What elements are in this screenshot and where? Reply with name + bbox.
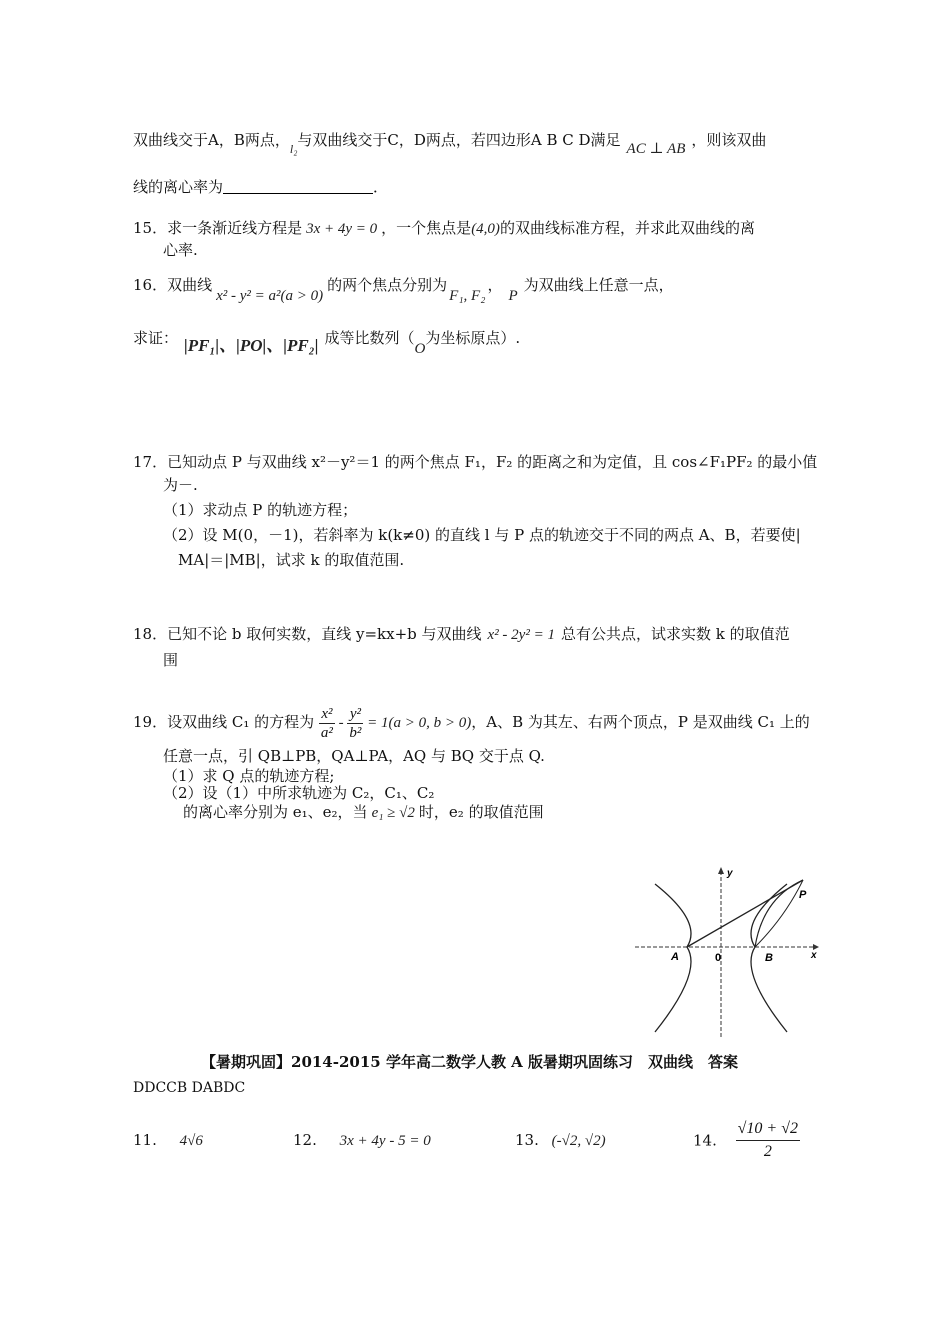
q14-line2 — [133, 177, 388, 197]
answer-13 — [515, 1130, 606, 1151]
q18-text-a: 18．已知不论 b 取何实数，直线 y=kx+b 与双曲线 — [133, 625, 482, 643]
q19-frac-x — [319, 705, 335, 742]
answer-11 — [133, 1130, 203, 1151]
answer-13-number: 13. — [515, 1131, 539, 1149]
a-label: A — [671, 951, 679, 963]
q19-line2: 任意一点，引 QB⊥PB，QA⊥PA，AQ 与 BQ 交于点 Q. — [163, 747, 545, 765]
q19-text-c: 的离心率分别为 e₁、e₂，当 — [183, 803, 368, 821]
q17-line2: 为－. — [163, 476, 198, 494]
q14-line1 — [133, 130, 767, 157]
q17-line5: MA|＝|MB|，试求 k 的取值范围. — [178, 551, 405, 569]
q19-frac-x-den: a² — [320, 724, 333, 741]
answer-14-number: 14. — [693, 1131, 717, 1150]
q15-text-c: 的双曲线标准方程，并求此双曲线的离 — [499, 219, 755, 237]
q16-origin: O — [414, 341, 426, 357]
q16-text-a: 双曲线 — [167, 276, 213, 294]
q16-line2 — [133, 328, 521, 357]
q19-eq-rest: = 1(a > 0, b > 0) — [363, 715, 472, 731]
hyperbola-figure — [635, 862, 825, 1042]
x-axis-label: x — [811, 950, 817, 961]
q14-line2-end: ． — [373, 178, 389, 196]
q19-condition: e₁ ≥ √2 — [371, 805, 415, 821]
q14-text-b: 与双曲线交于C，D两点，若四边形A B C D满足 — [297, 131, 621, 149]
q17-line1: 17．已知动点 P 与双曲线 x²－y²＝1 的两个焦点 F₁，F₂ 的距离之和为定值，且 cos∠F₁PF₂ 的最小值 — [133, 453, 818, 471]
answer-13-value: (-√2, √2) — [551, 1133, 606, 1149]
q19-line5 — [183, 802, 544, 823]
q16-comma: ， — [487, 276, 503, 294]
origin-label: 0 — [715, 952, 722, 964]
q19-frac-y-den: b² — [349, 724, 362, 741]
q17-line4: （2）设 M(0，－1)，若斜率为 k(k≠0) 的直线 l 与 P 点的轨迹交于不同的两点 A、B，若要使| — [163, 526, 801, 544]
q15-line2: 心率. — [163, 241, 198, 259]
q19-line3: （1）求 Q 点的轨迹方程; — [163, 767, 335, 785]
q16-equation: x² - y² = a²(a > 0) — [216, 288, 324, 304]
q19-frac-y — [347, 705, 363, 742]
answer-12-value: 3x + 4y - 5 = 0 — [339, 1133, 431, 1149]
q16-line1 — [133, 275, 674, 304]
answer-14-denominator: 2 — [763, 1143, 772, 1160]
answer-11-number: 11. — [133, 1131, 157, 1149]
q16-text-b: 的两个焦点分别为 — [327, 276, 448, 294]
q15-text-a: 求一条渐近线方程是 — [167, 219, 303, 237]
q16-abs-values: |PF₁|、|PO|、|PF₂| — [184, 336, 319, 355]
q17-line3: （1）求动点 P 的轨迹方程； — [163, 501, 358, 519]
answer-11-value: 4√6 — [179, 1133, 203, 1149]
q18-equation: x² - 2y² = 1 — [487, 627, 555, 643]
q15-number: 15． — [133, 219, 168, 237]
q14-line2-text: 线的离心率为 — [133, 178, 224, 196]
q18-line2: 围 — [163, 651, 179, 669]
answer-12-number: 12. — [293, 1131, 317, 1149]
q16-number: 16． — [133, 276, 168, 294]
q16-text-c: 为双曲线上任意一点， — [523, 276, 674, 294]
q15-line1 — [133, 218, 755, 239]
q19-line4: （2）设（1）中所求轨迹为 C₂，C₁、C₂ — [163, 784, 435, 802]
answer-14-numerator: √10 + √2 — [736, 1118, 800, 1141]
b-label: B — [765, 952, 773, 964]
q19-line1 — [133, 702, 810, 743]
answer-14 — [693, 1118, 800, 1163]
q16-foci: F₁, F₂ — [449, 288, 486, 304]
q19-text-d: 时，e₂ 的取值范围 — [418, 803, 544, 821]
q15-text-b: ，一个焦点是 — [381, 219, 472, 237]
answer-blank — [223, 179, 373, 194]
q14-condition: AC ⊥ AB — [626, 141, 686, 157]
q19-frac-x-num: x² — [319, 705, 335, 724]
q16-prove: 求证： — [133, 329, 179, 347]
y-axis-label: y — [727, 868, 733, 879]
y-axis-arrow — [718, 867, 724, 874]
q16-text-e: 为坐标原点）. — [425, 329, 521, 347]
q16-p: P — [508, 288, 518, 304]
q19-minus: - — [334, 715, 348, 731]
q19-text-b: ，A、B 为其左、右两个顶点，P 是双曲线 C₁ 上的 — [471, 713, 810, 731]
answer-12 — [293, 1130, 431, 1151]
answer-14-fraction — [736, 1118, 800, 1163]
answers-title: 【暑期巩固】2014-2015 学年高二数学人教 A 版暑期巩固练习 双曲线 答案 — [201, 1053, 739, 1071]
q14-l2: l₂ — [289, 142, 298, 156]
q14-text-a: 双曲线交于A，B两点， — [133, 131, 290, 149]
q16-text-d: 成等比数列（ — [324, 329, 415, 347]
p-label: P — [799, 889, 807, 901]
answers-choices: DDCCB DABDC — [133, 1080, 246, 1096]
q19-text-a: 19．设双曲线 C₁ 的方程为 — [133, 713, 315, 731]
q15-equation: 3x + 4y = 0 — [306, 221, 378, 237]
q18-line1 — [133, 624, 790, 645]
q14-text-c: ，则该双曲 — [691, 131, 767, 149]
q19-frac-y-num: y² — [347, 705, 363, 724]
q18-text-b: 总有公共点，试求实数 k 的取值范 — [560, 625, 790, 643]
q15-point: (4,0) — [471, 221, 500, 237]
